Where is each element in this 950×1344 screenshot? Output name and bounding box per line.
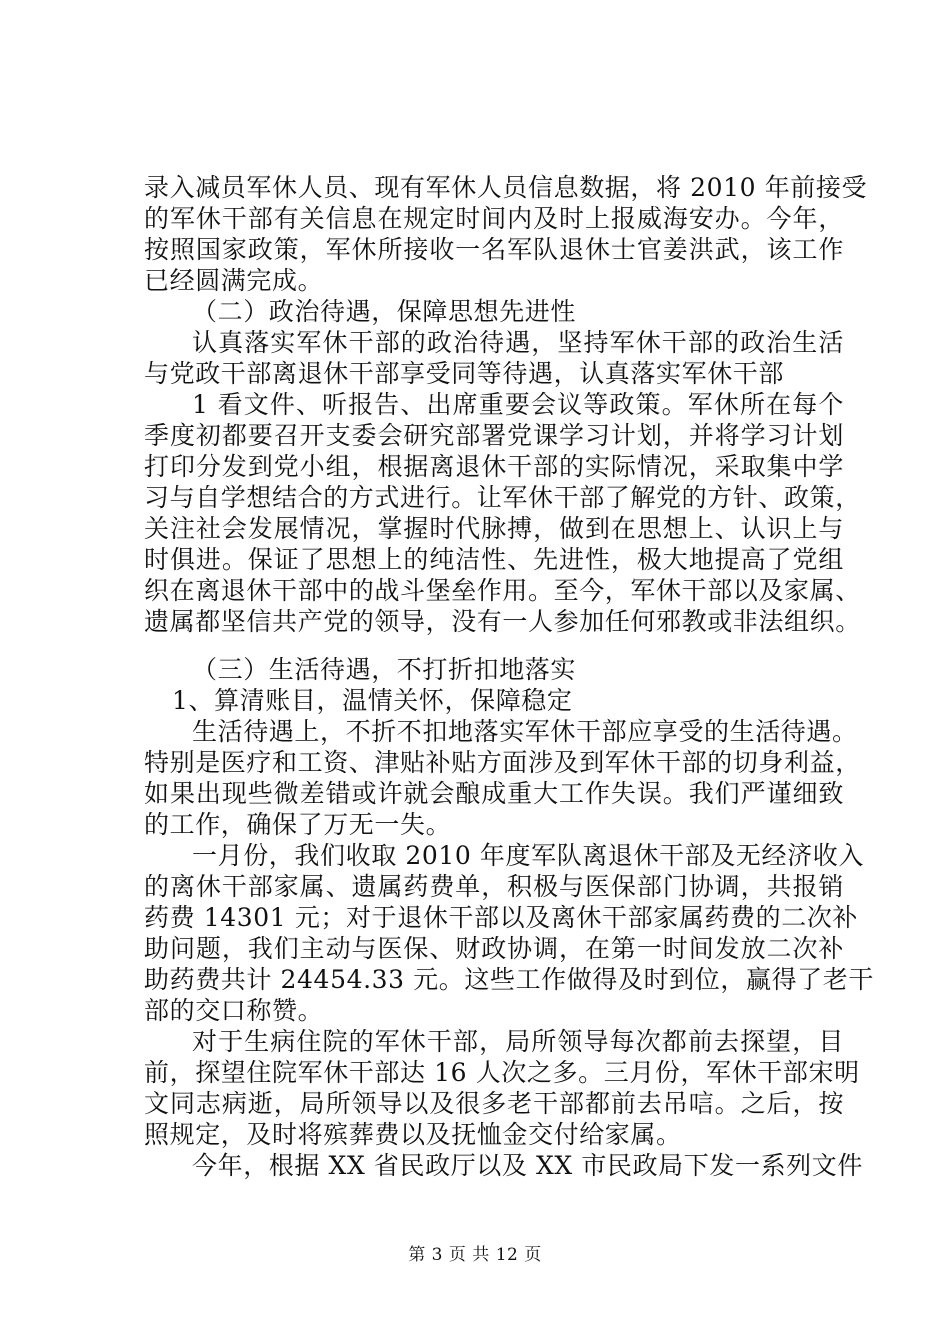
text-line: 照规定，及时将殡葬费以及抚恤金交付给家属。 — [144, 1120, 682, 1149]
text-line: 与党政干部离退休干部享受同等待遇，认真落实军休干部 — [144, 359, 785, 388]
paragraph-hospital-visits — [144, 1026, 860, 1150]
text-line: 特别是医疗和工资、津贴补贴方面涉及到军休干部的切身利益， — [144, 748, 861, 777]
section-heading-living: （三）生活待遇，不打折扣地落实 — [192, 655, 577, 684]
text-line: 按照国家政策，军休所接收一名军队退休士官姜洪武，该工作 — [144, 235, 844, 264]
text-line: 助问题，我们主动与医保、财政协调，在第一时间发放二次补 — [144, 934, 844, 963]
text-line: 一月份，我们收取 2010 年度军队离退休干部及无经济收入 — [192, 841, 864, 870]
text-line: 认真落实军休干部的政治待遇，坚持军休干部的政治生活 — [192, 328, 844, 357]
text-line: 已经圆满完成。 — [144, 266, 324, 295]
text-line: 的军休干部有关信息在规定时间内及时上报威海安办。今年， — [144, 204, 844, 233]
paragraph-living-treatment — [144, 716, 861, 840]
text-line: 录入减员军休人员、现有军休人员信息数据，将 2010 年前接受 — [144, 173, 868, 202]
paragraph-continuation — [144, 172, 868, 296]
text-line: 如果出现些微差错或许就会酿成重大工作失误。我们严谨细致 — [144, 779, 844, 808]
paragraph-medical-fees — [144, 840, 874, 1026]
text-line: 织在离退休干部中的战斗堡垒作用。至今，军休干部以及家属、 — [144, 576, 861, 605]
text-line: 的离休干部家属、遗属药费单，积极与医保部门协调，共报销 — [144, 872, 844, 901]
text-line: 1 看文件、听报告、出席重要会议等政策。军休所在每个 — [192, 390, 844, 419]
text-line: 遗属都坚信共产党的领导，没有一人参加任何邪教或非法组织。 — [144, 607, 861, 636]
page-number-footer: 第 3 页 共 12 页 — [408, 1245, 542, 1265]
text-line: 关注社会发展情况，掌握时代脉搏，做到在思想上、认识上与 — [144, 514, 844, 543]
paragraph-this-year — [144, 1150, 863, 1181]
subsection-heading-accounts: 1、算清账目，温情关怀，保障稳定 — [172, 686, 573, 715]
paragraph-political-intro — [144, 327, 844, 389]
text-line: 的工作，确保了万无一失。 — [144, 810, 452, 839]
section-heading-political: （二）政治待遇，保障思想先进性 — [192, 297, 577, 326]
paragraph-political-details — [144, 389, 861, 637]
text-line: 打印分发到党小组，根据离退休干部的实际情况，采取集中学 — [144, 452, 844, 481]
text-line: 季度初都要召开支委会研究部署党课学习计划，并将学习计划 — [144, 421, 844, 450]
text-line: 今年，根据 XX 省民政厅以及 XX 市民政局下发一系列文件 — [192, 1151, 863, 1180]
text-line: 文同志病逝，局所领导以及很多老干部都前去吊唁。之后，按 — [144, 1089, 844, 1118]
text-line: 生活待遇上，不折不扣地落实军休干部应享受的生活待遇。 — [192, 717, 858, 746]
text-line: 时俱进。保证了思想上的纯洁性、先进性，极大地提高了党组 — [144, 545, 844, 574]
text-line: 对于生病住院的军休干部，局所领导每次都前去探望，目 — [192, 1027, 844, 1056]
text-line: 药费 14301 元；对于退休干部以及离休干部家属药费的二次补 — [144, 903, 859, 932]
text-line: 习与自学想结合的方式进行。让军休干部了解党的方针、政策， — [144, 483, 861, 512]
paragraph-gap — [144, 637, 844, 654]
text-line: 前，探望住院军休干部达 16 人次之多。三月份，军休干部宋明 — [144, 1058, 860, 1087]
document-body — [144, 172, 874, 1181]
text-line: 助药费共计 24454.33 元。这些工作做得及时到位，赢得了老干 — [144, 965, 874, 994]
text-line: 部的交口称赞。 — [144, 996, 324, 1025]
